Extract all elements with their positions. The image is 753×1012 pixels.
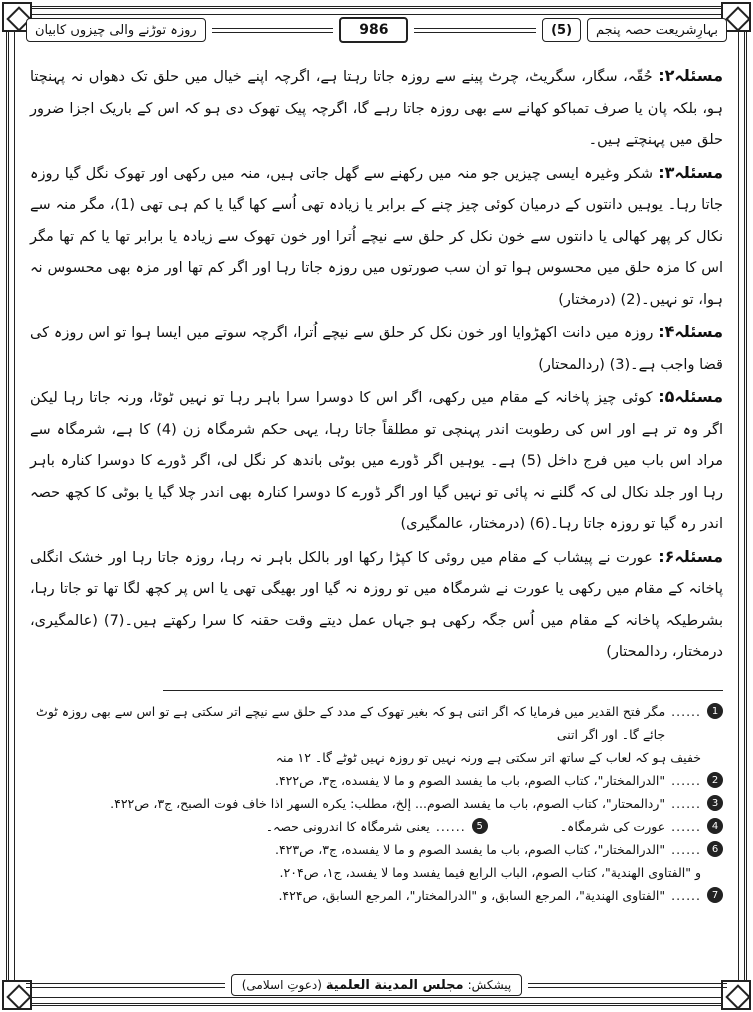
footnote-dots: ......: [671, 796, 701, 811]
footnote-continuation: خفیف ہو کہ لعاب کے ساتھ اتر سکتی ہے ورنہ نہیں تو روزہ نہیں ٹوٹے گا۔ ۱۲ منہ: [275, 750, 701, 765]
footnote-text: عورت کی شرمگاہ۔: [559, 819, 666, 834]
footnote-dots: ......: [671, 888, 701, 903]
masala-text: کوئی چیز پاخانہ کے مقام میں رکھی، اگر اس کا دوسرا سرا باہر رہا تو نہیں ٹوٹا، ورنہ جاتا رہا لیکن اگر وہ تر ہے اور اس کی رطوبت اندر پہنچی تو مطلقاً جاتا رہا، یہی حکم شرمگاہ زن (4) کا ہے، شرمگاہ سے مراد اس باب میں فرج داخل (5) ہے۔ یوہیں اگر ڈورے میں بوٹی باندھ کر نگل لی، اگر ڈورے کا دوسرا کنارہ باہر رہا اور جلد نکال لی کہ گلنے نہ پائی تو نہیں گیا اور اگر ڈورے کا دوسرا کنارہ بھی اندر چلا گیا یا بوٹی کا کچھ حصہ اندر رہ گیا تو روزہ جاتا رہا۔(6) (درمختار، عالمگیری): [30, 390, 724, 532]
footnote-text: "الدرالمختار"، کتاب الصوم، باب ما یفسد الصوم و ما لا یفسده، ج۳، ص۴۲۲.: [274, 773, 666, 788]
main-text: [30, 60, 723, 669]
part-number: (5): [542, 18, 581, 42]
masala-paragraph: [30, 381, 723, 541]
header-rule: [414, 28, 536, 33]
footnote-number: 4: [707, 818, 723, 834]
footnote-text: "ردالمحتار"، کتاب الصوم، باب ما یفسد الصوم... إلخ، مطلب: یکره السهر اذا خاف فوت الصبح، ج۳، ص۴۲۲.: [110, 796, 666, 811]
masala-paragraph: [30, 60, 723, 157]
footnote-dots: ......: [671, 773, 701, 788]
publisher-prefix: پیشکش:: [467, 978, 512, 992]
footnote-divider: [163, 690, 723, 691]
footnote-text: یعنی شرمگاہ کا اندرونی حصہ۔: [265, 819, 430, 834]
footnote-3: [30, 792, 723, 815]
masala-text: شکر وغیرہ ایسی چیزیں جو منہ میں رکھنے سے گھل جاتی ہیں، منہ میں رکھی اور تھوک نگل گیا روزہ جاتا رہا۔ یوہیں دانتوں کے درمیان کوئی چیز چنے کے برابر یا زیادہ تھی اُسے کھا گیا یا کم ہی تھی (1)، مگر منہ سے نکال کر پھر کھالی یا دانتوں سے خون نکل کر حلق سے نیچے اُترا اور خون تھوک سے زیادہ یا برابر تھا یا کم تھا مگر اس کا مزہ حلق میں محسوس ہوا تو ان سب صورتوں میں روزہ جاتا رہا اور اگر کم تھا اور مزہ بھی محسوس نہ ہوا، تو نہیں۔(2) (درمختار): [30, 165, 723, 308]
masala-label: مسئلہ۶:: [658, 546, 723, 566]
footer-rule: [528, 983, 727, 988]
page-header: [26, 18, 727, 42]
masala-paragraph: [30, 541, 723, 669]
footnote-7: [30, 884, 723, 907]
footnote-text: "الدرالمختار"، کتاب الصوم، باب ما یفسد الصوم و ما لا یفسده، ج۳، ص۴۲۳.: [274, 842, 666, 857]
chapter-title: روزہ توڑنے والی چیزوں کابیان: [26, 18, 206, 42]
masala-paragraph: [30, 157, 723, 317]
footnote-number: 1: [707, 703, 723, 719]
masala-text: عورت نے پیشاب کے مقام میں روئی کا کپڑا رکھا اور بالکل باہر نہ رہا، روزہ جاتا رہا اور خشک انگلی پاخانہ کے مقام میں رکھی یا عورت نے شرمگاہ میں تو روزہ نہ گیا اور بھیگی تھی یا اس پر کچھ لگا تھا تو جاتا رہا، بشرطیکہ پاخانہ کے مقام میں اُس جگہ رکھی ہو جہاں عمل دیتے وقت حقنہ کا سرا رکھتے ہیں۔(7) (عالمگیری، درمختار، ردالمحتار): [30, 549, 723, 660]
book-title: بہارِشریعت حصہ پنجم: [587, 18, 727, 42]
footnote-1: [30, 700, 723, 746]
masala-paragraph: [30, 316, 723, 381]
footnote-dots: ......: [671, 842, 701, 857]
footnote-dots: ......: [671, 704, 701, 719]
footer-rule: [26, 983, 225, 988]
footnote-2: [30, 769, 723, 792]
footnote-continuation: و "الفتاوی الهندیة"، کتاب الصوم، الباب الرابع فیما یفسد وما لا یفسد، ج۱، ص۲۰۴.: [279, 865, 701, 880]
publisher-suffix: (دعوتِ اسلامی): [241, 978, 322, 992]
footnote-number: 2: [707, 772, 723, 788]
page-footer: [26, 974, 727, 996]
footnote-text: "الفتاوی الهندیة"، المرجع السابق، و "الدرالمختار"، المرجع السابق، ص۴۲۴.: [278, 888, 666, 903]
footnote-text: مگر فتح القدیر میں فرمایا کہ اگر اتنی ہو کہ بغیر تھوک کے مدد کے حلق سے نیچے اتر سکتی ہے تو اس سے بھی روزہ ٹوٹ جائے گا۔ اور اگر اتنی: [36, 704, 666, 742]
publisher-name: مجلس المدینة العلمیة: [325, 977, 464, 993]
footnote-4-5: [30, 815, 723, 838]
footnote-number: 6: [707, 841, 723, 857]
header-rule: [212, 28, 334, 33]
footnote-number: 5: [472, 818, 488, 834]
page-number: 986: [339, 17, 408, 43]
footnote-dots: ......: [435, 819, 466, 834]
masala-label: مسئلہ۳:: [658, 162, 724, 182]
footnote-dots: ......: [671, 819, 701, 834]
masala-text: حُقّہ، سگار، سگریٹ، چرٹ پینے سے روزہ جاتا رہتا ہے، اگرچہ اپنے خیال میں حلق تک دھواں نہ پہنچتا ہو، بلکہ پان یا صرف تمباکو کھانے سے بھی روزہ جاتا رہے گا، اگرچہ پیک تھوک دی ہو کہ اس کے باریک اجزا ضرور حلق میں پہنچتے ہیں۔: [30, 69, 723, 148]
masala-label: مسئلہ۲:: [658, 66, 723, 85]
footnote-6: [30, 838, 723, 861]
masala-label: مسئلہ۵:: [658, 387, 723, 406]
footnote-number: 7: [707, 887, 723, 903]
publisher-credit: [231, 974, 522, 996]
masala-label: مسئلہ۴:: [658, 322, 723, 341]
masala-text: روزہ میں دانت اکھڑوایا اور خون نکل کر حلق سے نیچے اُترا، اگرچہ سوتے میں ایسا ہوا تو اس روزہ کی قضا واجب ہے۔(3) (ردالمحتار): [30, 325, 723, 373]
footnote-number: 3: [707, 795, 723, 811]
footnotes: [30, 700, 723, 907]
